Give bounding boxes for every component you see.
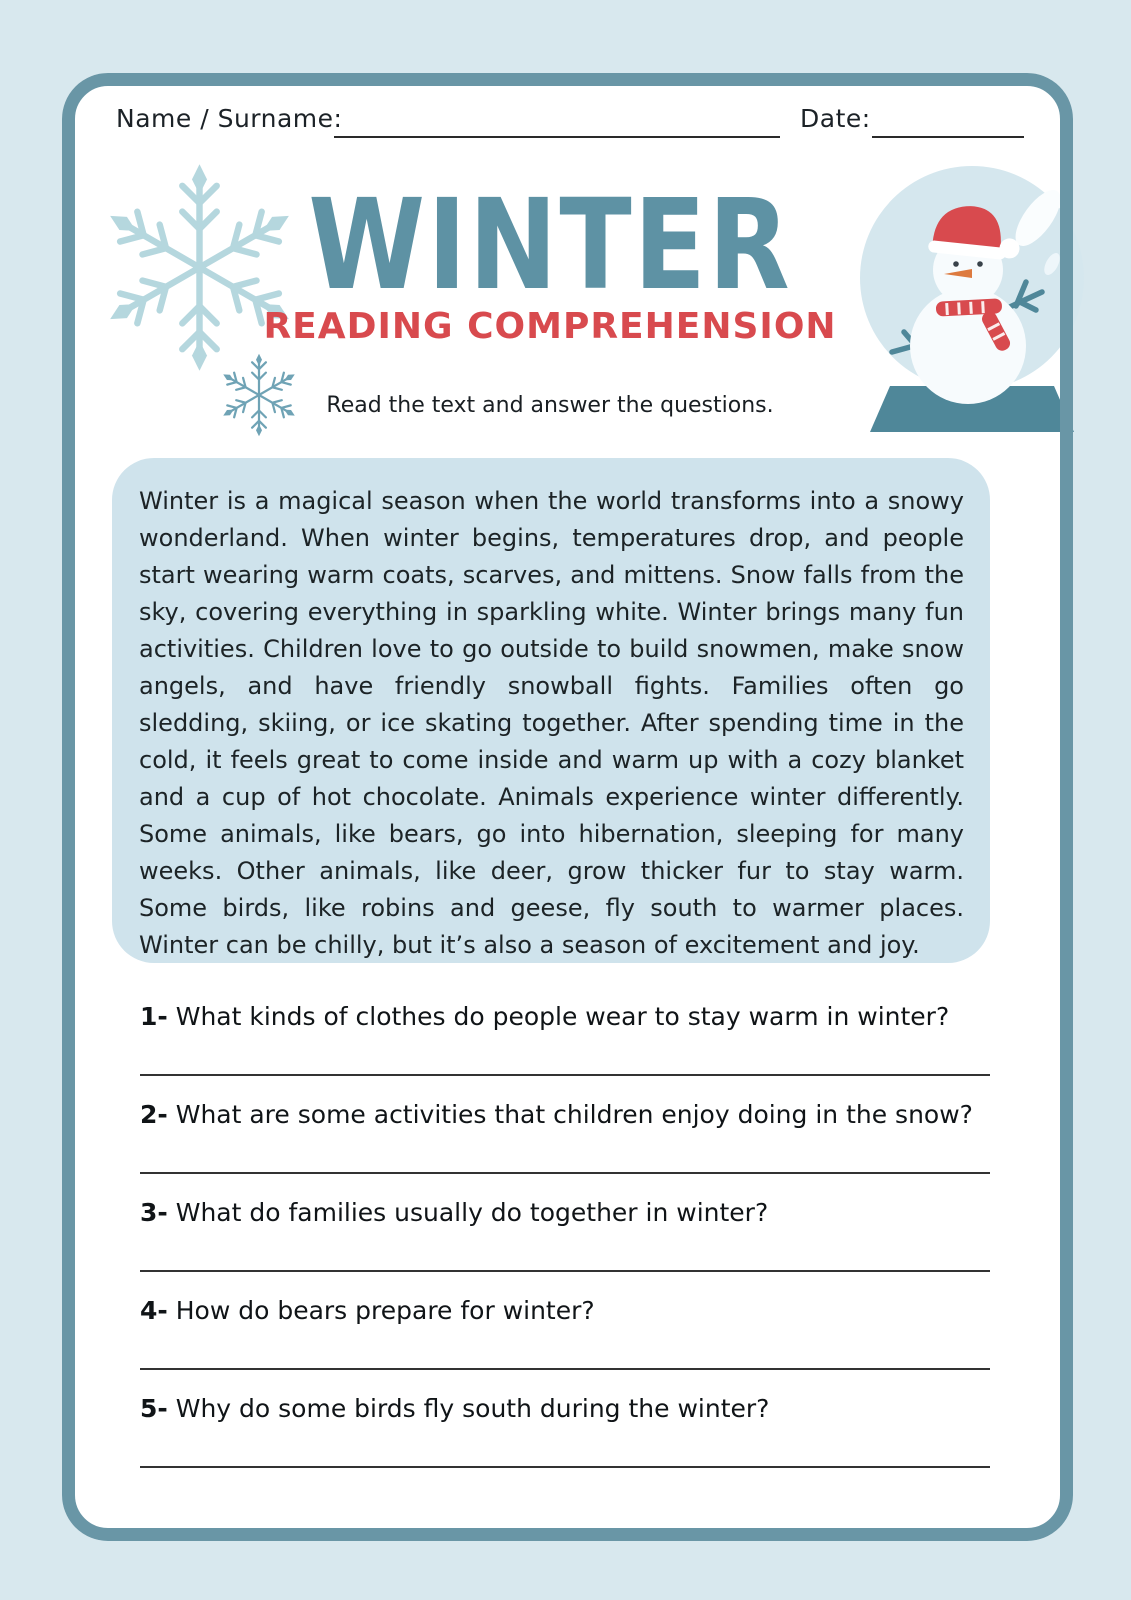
page-title: WINTER [308, 172, 792, 318]
date-input-line[interactable] [872, 136, 1024, 138]
page-subtitle: READING COMPREHENSION [263, 306, 837, 347]
question-3-text: 3- What do families usually do together in winter? [140, 1198, 769, 1227]
question-row [140, 1196, 990, 1294]
question-row [140, 1294, 990, 1392]
question-4-number: 4- [140, 1296, 168, 1325]
reading-passage-text: Winter is a magical season when the world transforms into a snowy wonderland. When winter begins, temperatures drop, and people start wearing warm coats, scarves, and mittens. Snow falls from the sky, covering everything in sparkling white. Winter brings many fun activities. Children love to go outside to build snowmen, make snow angels, and have friendly snowball fights. Families often go sledding, skiing, or ice skating together. After spending time in the cold, it feels great to come inside and warm up with a cozy blanket and a cup of hot chocolate. Animals experience winter differently. Some animals, like bears, go into hibernation, sleeping for many weeks. Other animals, like deer, grow thicker fur to stay warm. Some birds, like robins and geese, fly south to warmer places. Winter can be chilly, but it’s also a season of excitement and joy. [139, 487, 964, 959]
name-input-line[interactable] [334, 136, 780, 138]
answer-line-3[interactable] [140, 1270, 990, 1272]
answer-line-4[interactable] [140, 1368, 990, 1370]
question-row [140, 1000, 990, 1098]
answer-line-5[interactable] [140, 1466, 990, 1468]
date-label: Date: [800, 104, 871, 133]
answer-line-2[interactable] [140, 1172, 990, 1174]
question-1-number: 1- [140, 1002, 168, 1031]
question-2-number: 2- [140, 1100, 168, 1129]
question-3-number: 3- [140, 1198, 168, 1227]
answer-line-1[interactable] [140, 1074, 990, 1076]
question-row [140, 1098, 990, 1196]
question-2-text: 2- What are some activities that children enjoy doing in the snow? [140, 1100, 973, 1129]
question-4-text: 4- How do bears prepare for winter? [140, 1296, 595, 1325]
instruction-text: Read the text and answer the questions. [326, 393, 774, 418]
question-5-number: 5- [140, 1394, 168, 1423]
reading-passage-box [112, 458, 990, 963]
question-1-text: 1- What kinds of clothes do people wear to stay warm in winter? [140, 1002, 950, 1031]
question-5-text: 5- Why do some birds fly south during the winter? [140, 1394, 770, 1423]
name-surname-label: Name / Surname: [116, 104, 343, 133]
question-row [140, 1392, 990, 1490]
questions-section [140, 1000, 990, 1490]
